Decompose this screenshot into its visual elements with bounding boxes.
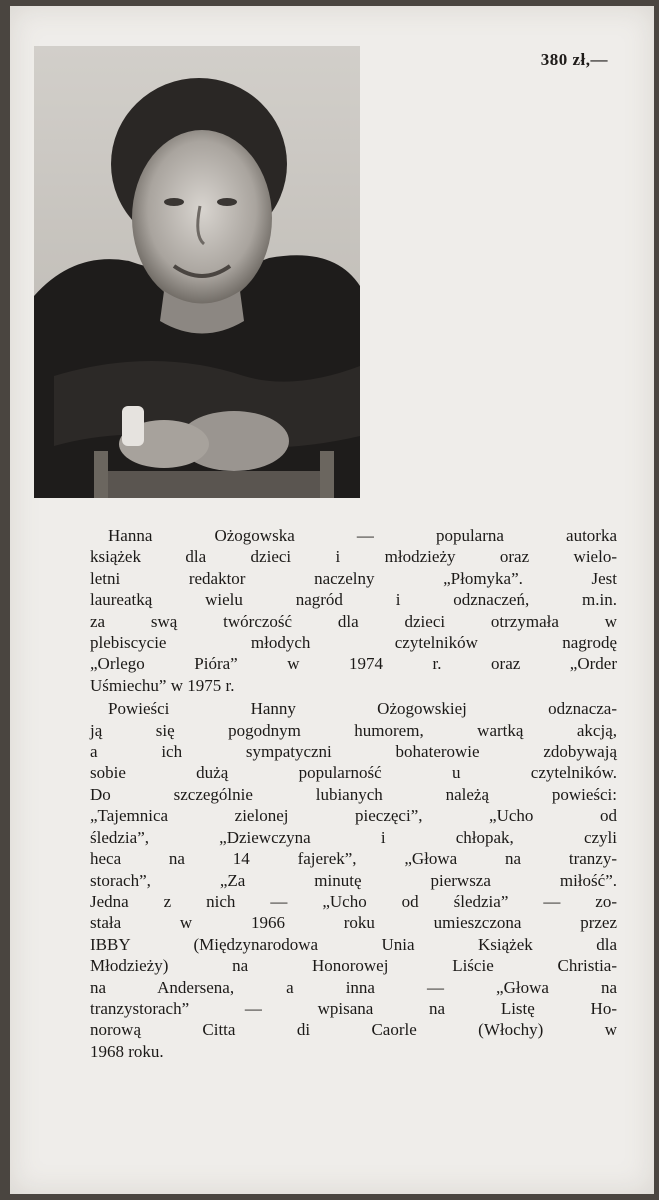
bio-line: stała w 1966 roku umieszczona przez bbox=[90, 913, 617, 933]
bio-line: Hanna Ożogowska — popularna autorka bbox=[108, 526, 617, 545]
bio-line: plebiscycie młodych czytelników nagrodę bbox=[90, 633, 617, 653]
bio-paragraph-2 bbox=[90, 698, 617, 1062]
bio-line: ją się pogodnym humorem, wartką akcją, bbox=[90, 720, 617, 740]
bio-line: 1968 roku. bbox=[90, 1041, 164, 1061]
author-biography bbox=[90, 525, 617, 1062]
bio-line: Uśmiechu” w 1975 r. bbox=[90, 675, 235, 695]
bio-line: sobie dużą popularność u czytelników. bbox=[90, 763, 617, 783]
bio-line: Do szczególnie lubianych należą powieści: bbox=[90, 784, 617, 804]
bio-line: letni redaktor naczelny „Płomyka”. Jest bbox=[90, 568, 617, 588]
book-back-cover bbox=[10, 6, 654, 1194]
bio-line: „Orlego Pióra” w 1974 r. oraz „Order bbox=[90, 654, 617, 674]
bio-line: laureatką wielu nagród i odznaczeń, m.in. bbox=[90, 590, 617, 610]
bio-paragraph-1 bbox=[90, 525, 617, 696]
bio-line: Jedna z nich — „Ucho od śledzia” — zo- bbox=[90, 891, 617, 911]
author-portrait-icon bbox=[34, 46, 360, 498]
bio-line: storach”, „Za minutę pierwsza miłość”. bbox=[90, 870, 617, 890]
bio-line: IBBY (Międzynarodowa Unia Książek dla bbox=[90, 934, 617, 954]
price-label: 380 zł,— bbox=[540, 50, 608, 69]
bio-line: tranzystorach” — wpisana na Listę Ho- bbox=[90, 998, 617, 1018]
bio-line: norową Citta di Caorle (Włochy) w bbox=[90, 1020, 617, 1040]
bio-line: Powieści Hanny Ożogowskiej odznacza- bbox=[108, 699, 617, 719]
bio-line: heca na 14 fajerek”, „Głowa na tranzy- bbox=[90, 849, 617, 869]
bio-line: książek dla dzieci i młodzieży oraz wielo- bbox=[90, 547, 617, 567]
bio-line: a ich sympatyczni bohaterowie zdobywają bbox=[90, 742, 617, 762]
bio-line: śledzia”, „Dziewczyna i chłopak, czyli bbox=[90, 827, 617, 847]
bio-line: „Tajemnica zielonej pieczęci”, „Ucho od bbox=[90, 806, 617, 826]
bio-line: za swą twórczość dla dzieci otrzymała w bbox=[90, 611, 617, 631]
bio-line: Młodzieży) na Honorowej Liście Christia- bbox=[90, 956, 617, 976]
author-photo bbox=[34, 46, 360, 498]
bio-line: na Andersena, a inna — „Głowa na bbox=[90, 977, 617, 997]
